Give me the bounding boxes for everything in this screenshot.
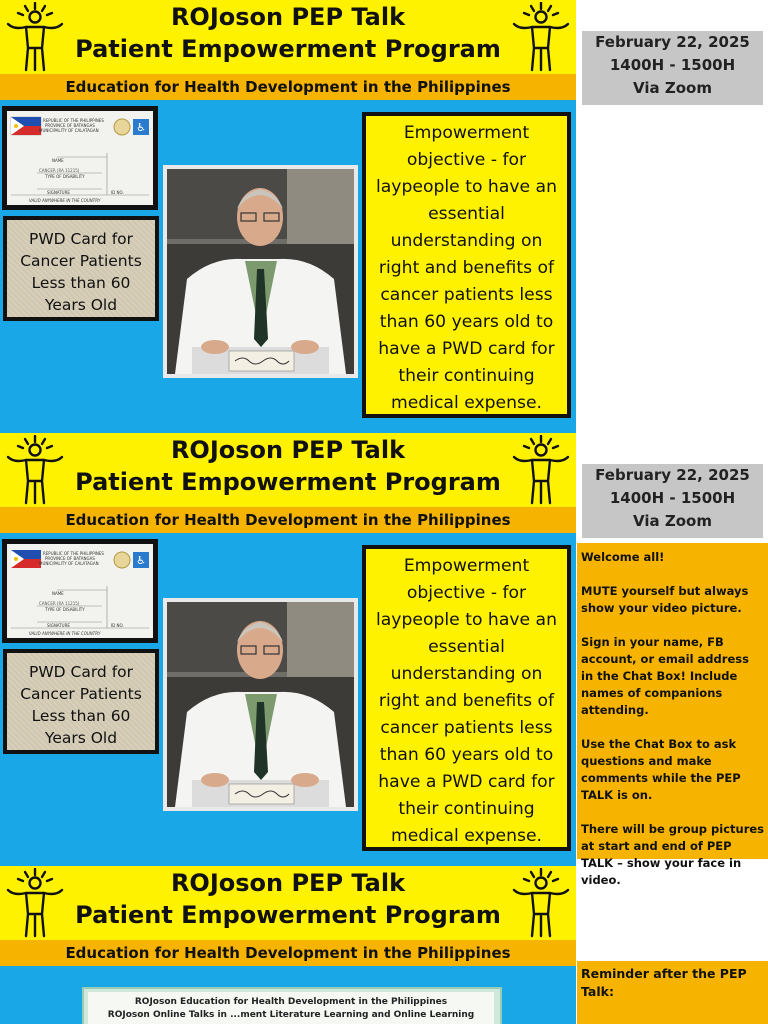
objective-line: their continuing	[398, 366, 535, 386]
reminder-note	[577, 961, 768, 1024]
session-date: February 22, 2025	[595, 466, 750, 484]
session-venue: Via Zoom	[633, 512, 712, 530]
id-card-disability-label: TYPE OF DISABILITY	[45, 174, 85, 179]
pwd-id-card-image	[2, 539, 158, 643]
id-card-signature-label: SIGNATURE	[47, 623, 70, 628]
svg-text:♿: ♿	[136, 554, 146, 567]
empowered-person-logo-icon	[510, 2, 572, 72]
objective-line: Empowerment	[403, 123, 530, 143]
banner-subtitle: Patient Empowerment Program	[75, 468, 501, 496]
banner-subtitle: Patient Empowerment Program	[75, 901, 501, 929]
objective-line: medical expense.	[390, 393, 543, 413]
empowerment-objective-box	[362, 545, 571, 851]
objective-line: essential	[428, 637, 505, 657]
empowered-person-logo-icon	[510, 435, 572, 505]
id-card-header-1: REPUBLIC OF THE PHILIPPINES	[43, 551, 104, 556]
id-card-id-no-label: ID NO.	[111, 623, 124, 628]
slide-2	[0, 433, 576, 866]
objective-line: objective - for	[406, 583, 527, 603]
doctor-photo	[163, 598, 358, 811]
empowered-person-logo-icon	[510, 868, 572, 938]
objective-line: cancer patients less	[380, 718, 553, 738]
id-card-header-1: REPUBLIC OF THE PHILIPPINES	[43, 118, 104, 123]
banner-title: ROJoson PEP Talk	[170, 869, 406, 897]
banner-subtitle: Patient Empowerment Program	[75, 35, 501, 63]
id-card-header-2: PROVINCE OF BATANGAS	[45, 123, 95, 128]
objective-line: laypeople to have an	[376, 177, 557, 197]
welcome-note-text: Welcome all! MUTE yourself but always show your video picture. Sign in your name, FB account, or email address in the Chat Box! Include names of companions attending. Use the Chat Box to ask questions and make comments while the PEP TALK is on. There will be group pictures at start and end of PEP TALK – show your face in video.	[581, 550, 765, 887]
svg-text:♿: ♿	[136, 121, 146, 134]
objective-line: have a PWD card for	[378, 339, 555, 359]
objective-line: understanding on	[390, 664, 543, 684]
id-card-name-label: NAME	[52, 591, 64, 596]
certificate-line-1: ROJoson Education for Health Development in the Philippines	[134, 997, 448, 1007]
objective-line: objective - for	[406, 150, 527, 170]
pwd-label-line: Cancer Patients	[20, 685, 142, 703]
id-card-name-label: NAME	[52, 158, 64, 163]
objective-line: than 60 years old to	[379, 312, 554, 332]
pwd-card-label-box	[3, 216, 159, 321]
pwd-label-line: Years Old	[44, 729, 118, 747]
objective-line: medical expense.	[390, 826, 543, 846]
doctor-portrait-graphic	[167, 602, 354, 807]
objective-line: Empowerment	[403, 556, 530, 576]
pwd-label-line: Less than 60	[31, 274, 131, 292]
session-date-box	[582, 31, 763, 105]
objective-line: right and benefits of	[378, 691, 555, 711]
id-card-disability-value: CANCER (RA 11215)	[39, 168, 80, 173]
objective-line: right and benefits of	[378, 258, 555, 278]
pwd-id-card-image	[2, 106, 158, 210]
id-card-disability-value: CANCER (RA 11215)	[39, 601, 80, 606]
objective-line: laypeople to have an	[376, 610, 557, 630]
session-date: February 22, 2025	[595, 33, 750, 51]
objective-line: cancer patients less	[380, 285, 553, 305]
slide-3	[0, 866, 576, 1024]
pwd-label-line: Less than 60	[31, 707, 131, 725]
slide-banner	[0, 433, 576, 507]
objective-line: their continuing	[398, 799, 535, 819]
id-card-signature-label: SIGNATURE	[47, 190, 70, 195]
id-card-footer: VALID ANYWHERE IN THE COUNTRY	[29, 631, 101, 636]
banner-title: ROJoson PEP Talk	[170, 436, 406, 464]
session-date-box	[582, 464, 763, 538]
slide-banner	[0, 866, 576, 940]
empowerment-objective-box	[362, 112, 571, 418]
objective-line: have a PWD card for	[378, 772, 555, 792]
reminder-note-text: Reminder after the PEP Talk:	[581, 966, 747, 999]
id-card-header-2: PROVINCE OF BATANGAS	[45, 556, 95, 561]
slide-banner	[0, 0, 576, 74]
session-venue: Via Zoom	[633, 79, 712, 97]
education-strip: Education for Health Development in the Philippines	[0, 507, 576, 533]
pwd-label-line: Cancer Patients	[20, 252, 142, 270]
pwd-label-line: Years Old	[44, 296, 118, 314]
objective-line: than 60 years old to	[379, 745, 554, 765]
id-card-header-3: MUNICIPALITY OF CALATAGAN	[39, 128, 99, 133]
session-time: 1400H - 1500H	[609, 56, 736, 74]
objective-line: understanding on	[390, 231, 543, 251]
id-card-disability-label: TYPE OF DISABILITY	[45, 607, 85, 612]
id-card-footer: VALID ANYWHERE IN THE COUNTRY	[29, 198, 101, 203]
id-card-header-3: MUNICIPALITY OF CALATAGAN	[39, 561, 99, 566]
objective-line: essential	[428, 204, 505, 224]
doctor-photo	[163, 165, 358, 378]
banner-title: ROJoson PEP Talk	[170, 3, 406, 31]
certificate-line-2: ROJoson Online Talks in ...ment Literature Learning and Online Learning	[107, 1010, 475, 1020]
id-card-id-no-label: ID NO.	[111, 190, 124, 195]
session-time: 1400H - 1500H	[609, 489, 736, 507]
education-strip: Education for Health Development in the Philippines	[0, 74, 576, 100]
doctor-portrait-graphic	[167, 169, 354, 374]
pwd-label-line: PWD Card for	[28, 663, 134, 681]
certificate-image	[82, 987, 502, 1024]
pwd-card-label-box	[3, 649, 159, 754]
pwd-label-line: PWD Card for	[28, 230, 134, 248]
slide-1	[0, 0, 576, 433]
welcome-instructions-note	[577, 543, 768, 887]
education-strip: Education for Health Development in the Philippines	[0, 940, 576, 966]
